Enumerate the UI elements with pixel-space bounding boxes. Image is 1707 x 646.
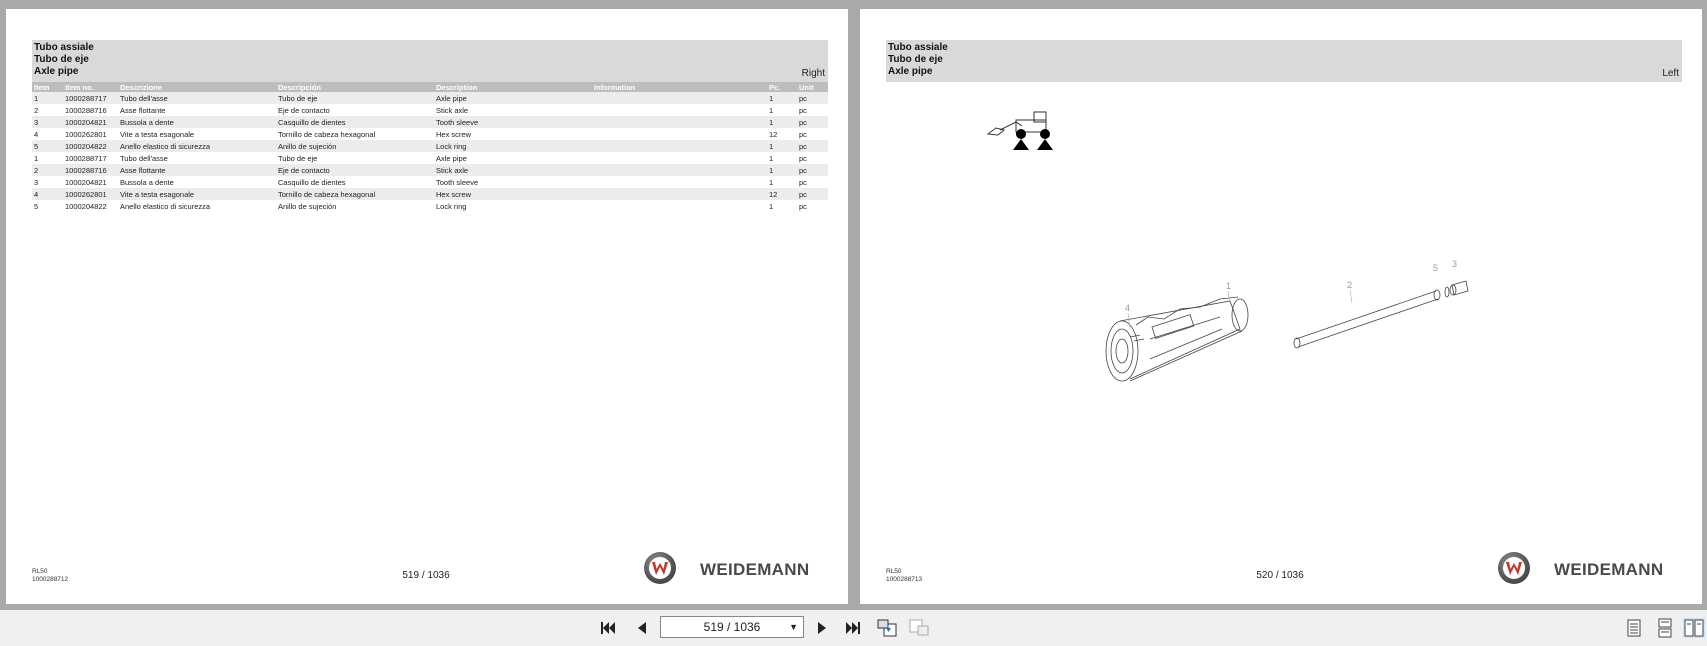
table-cell: 1 xyxy=(767,92,797,104)
table-row xyxy=(32,152,828,164)
table-cell: Tornillo de cabeza hexagonal xyxy=(276,188,434,200)
table-row xyxy=(32,188,828,200)
page-number: 520 / 1036 xyxy=(1256,570,1304,581)
table-cell: Anillo de sujeción xyxy=(278,201,337,211)
table-cell xyxy=(592,188,767,200)
axle-pipe-exploded-drawing xyxy=(1090,259,1470,429)
table-cell: 3 xyxy=(34,177,39,187)
table-cell: 12 xyxy=(767,188,797,200)
table-cell: Tooth sleeve xyxy=(436,177,479,187)
table-row xyxy=(32,200,828,212)
loader-position-icon xyxy=(986,108,1058,154)
table-cell: pc xyxy=(799,177,807,187)
table-cell: 1000288716 xyxy=(63,164,118,176)
table-cell: Casquillo de dientes xyxy=(276,116,434,128)
table-cell: 1 xyxy=(767,164,797,176)
table-cell: Bussola a dente xyxy=(120,177,174,187)
table-cell: 5 xyxy=(32,140,63,152)
last-page-icon xyxy=(843,618,863,638)
table-cell: 4 xyxy=(32,188,63,200)
side-label: Right xyxy=(801,68,825,79)
parts-table xyxy=(32,82,828,212)
table-cell xyxy=(592,164,767,176)
title-italian: Tubo assiale xyxy=(34,42,94,53)
footer-model-code xyxy=(32,568,68,584)
column-header: Item no. xyxy=(63,82,118,92)
go-forward-view-button[interactable] xyxy=(908,618,930,638)
table-row xyxy=(32,164,828,176)
table-cell: Stick axle xyxy=(436,105,469,115)
table-cell: Vite a testa esagonale xyxy=(118,188,276,200)
page-number-field[interactable] xyxy=(660,616,804,638)
parts-header xyxy=(32,40,828,82)
table-cell: Eje de contacto xyxy=(276,164,434,176)
page-field-value: 519 / 1036 xyxy=(703,620,761,634)
table-cell: 1 xyxy=(769,201,774,211)
table-cell: pc xyxy=(799,153,807,163)
table-cell: 1000204822 xyxy=(65,201,107,211)
column-header: Item xyxy=(32,82,63,92)
title-english: Axle pipe xyxy=(34,66,79,77)
document-page-right xyxy=(860,9,1702,604)
callout-4: 4 xyxy=(1125,303,1131,313)
table-cell xyxy=(592,128,767,140)
table-cell: pc xyxy=(797,116,828,128)
table-cell: pc xyxy=(797,140,828,152)
table-cell: 1 xyxy=(767,140,797,152)
table-cell: pc xyxy=(797,188,828,200)
prev-page-icon xyxy=(632,618,652,638)
single-page-view-icon xyxy=(1624,618,1644,638)
table-cell: Tubo dell'asse xyxy=(120,153,168,163)
table-cell: 1000288717 xyxy=(63,92,118,104)
column-header: Information xyxy=(592,82,767,92)
footer-model: RL50 xyxy=(32,568,48,575)
single-page-view-button[interactable] xyxy=(1624,618,1644,638)
table-cell: Anello elastico di sicurezza xyxy=(120,201,211,211)
footer-model-code xyxy=(886,568,922,584)
table-cell: pc xyxy=(797,92,828,104)
table-cell: Hex screw xyxy=(436,129,472,139)
page-number: 519 / 1036 xyxy=(402,570,450,581)
table-cell: Asse flottante xyxy=(120,105,166,115)
table-cell xyxy=(592,200,767,212)
column-header: Unit xyxy=(797,82,828,92)
footer-code: 1000288713 xyxy=(886,576,923,583)
table-cell: Casquillo de dientes xyxy=(278,177,346,187)
table-row xyxy=(32,140,828,152)
table-cell xyxy=(592,116,767,128)
drawing-header xyxy=(886,40,1682,82)
callout-5: 5 xyxy=(1433,263,1439,273)
table-cell: 1000288717 xyxy=(65,153,107,163)
weidemann-logo-icon xyxy=(1498,552,1530,584)
table-cell: Tubo de eje xyxy=(278,153,318,163)
table-cell: Hex screw xyxy=(434,188,592,200)
table-cell: 3 xyxy=(32,116,63,128)
column-header: Pc. xyxy=(767,82,797,92)
table-cell: 1 xyxy=(34,153,39,163)
table-row xyxy=(32,104,828,116)
last-page-button[interactable] xyxy=(843,618,863,638)
go-forward-view-icon xyxy=(908,618,930,638)
table-cell xyxy=(592,140,767,152)
table-cell: Tubo dell'asse xyxy=(118,92,276,104)
table-cell: 1000288716 xyxy=(65,105,107,115)
column-header: Description xyxy=(434,82,592,92)
go-back-view-button[interactable] xyxy=(876,618,898,638)
title-spanish: Tubo de eje xyxy=(34,54,89,65)
table-cell: 1000262801 xyxy=(63,188,118,200)
table-cell: 1 xyxy=(32,92,63,104)
table-cell: Stick axle xyxy=(434,164,592,176)
table-cell xyxy=(592,104,767,116)
callout-1: 1 xyxy=(1226,281,1232,291)
brand-name: WEIDEMANN xyxy=(700,560,810,579)
title-english: Axle pipe xyxy=(888,66,933,77)
go-back-view-icon xyxy=(876,618,898,638)
table-cell: 4 xyxy=(34,129,39,139)
viewer-toolbar xyxy=(0,610,1707,646)
callout-3: 3 xyxy=(1452,259,1458,269)
table-cell: 1 xyxy=(769,177,774,187)
document-page-left xyxy=(6,9,848,604)
table-cell: 2 xyxy=(34,105,39,115)
table-cell: pc xyxy=(799,105,807,115)
table-row xyxy=(32,116,828,128)
table-cell: Tooth sleeve xyxy=(434,116,592,128)
table-row xyxy=(32,92,828,104)
chevron-down-icon[interactable]: ▼ xyxy=(789,622,798,632)
table-cell: Lock ring xyxy=(434,140,592,152)
two-page-view-button[interactable] xyxy=(1683,618,1705,638)
continuous-view-button[interactable] xyxy=(1655,618,1675,638)
table-cell: 1 xyxy=(769,105,774,115)
first-page-icon xyxy=(598,618,618,638)
table-cell: pc xyxy=(799,201,807,211)
table-cell: 1 xyxy=(767,116,797,128)
table-cell xyxy=(592,152,767,164)
two-page-view-icon xyxy=(1683,618,1705,638)
table-cell: 1000204821 xyxy=(65,177,107,187)
table-cell: Eje de contacto xyxy=(278,105,330,115)
prev-page-button[interactable] xyxy=(632,618,652,638)
table-cell: Anillo de sujeción xyxy=(276,140,434,152)
table-cell: Axle pipe xyxy=(436,153,467,163)
table-row xyxy=(32,128,828,140)
table-cell: pc xyxy=(799,129,807,139)
table-cell: Tornillo de cabeza hexagonal xyxy=(278,129,376,139)
table-cell xyxy=(592,92,767,104)
table-cell: 1000204822 xyxy=(63,140,118,152)
first-page-button[interactable] xyxy=(598,618,618,638)
table-cell: 1 xyxy=(769,153,774,163)
footer-model: RL50 xyxy=(886,568,902,575)
table-cell: 2 xyxy=(32,164,63,176)
table-cell: Asse flottante xyxy=(118,164,276,176)
table-cell xyxy=(592,176,767,188)
column-header: Descripción xyxy=(276,82,434,92)
table-cell: 5 xyxy=(34,201,39,211)
weidemann-logo-icon xyxy=(644,552,676,584)
table-cell: pc xyxy=(797,164,828,176)
brand-name: WEIDEMANN xyxy=(1554,560,1664,579)
table-cell: Lock ring xyxy=(436,201,467,211)
side-label: Left xyxy=(1662,68,1679,79)
continuous-view-icon xyxy=(1655,618,1675,638)
table-cell: 1000204821 xyxy=(63,116,118,128)
next-page-button[interactable] xyxy=(812,618,832,638)
next-page-icon xyxy=(812,618,832,638)
table-cell: Axle pipe xyxy=(434,92,592,104)
table-cell: 1000262801 xyxy=(65,129,107,139)
title-spanish: Tubo de eje xyxy=(888,54,943,65)
callout-2: 2 xyxy=(1347,280,1353,290)
table-cell: Bussola a dente xyxy=(118,116,276,128)
table-header-row xyxy=(32,82,828,92)
table-cell: Anello elastico di sicurezza xyxy=(118,140,276,152)
table-cell: Vite a testa esagonale xyxy=(120,129,195,139)
table-cell: 12 xyxy=(769,129,778,139)
table-row xyxy=(32,176,828,188)
column-header: Descrizione xyxy=(118,82,276,92)
footer-code: 1000288712 xyxy=(32,576,69,583)
title-italian: Tubo assiale xyxy=(888,42,948,53)
table-cell: Tubo de eje xyxy=(276,92,434,104)
